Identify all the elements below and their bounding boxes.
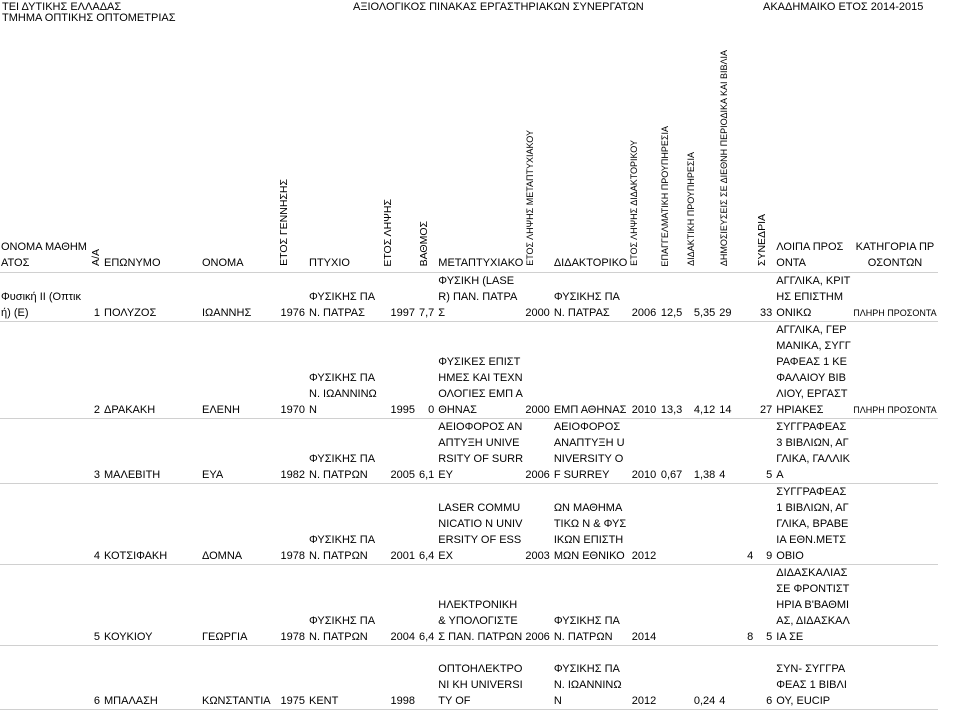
col-header-conferences: ΣΥΝΕΔΡΙΑ	[756, 214, 769, 267]
cell-grade: 6,1	[418, 419, 437, 484]
cell-degree: ΦΥΣΙΚΗΣ ΠΑΝ. ΠΑΤΡΩΝ	[308, 484, 382, 565]
col-header-phd: ΔΙΔΑΚΤΟΡΙΚΟ	[553, 257, 628, 270]
col-header-masters: ΜΕΤΑΠΤΥΧΙΑΚΟ	[438, 257, 524, 270]
cell-degree-year: 2001	[382, 484, 418, 565]
cell-aa: 1	[90, 273, 103, 322]
cell-course	[0, 322, 90, 419]
cell-professional	[659, 646, 685, 710]
cell-teaching: 1,38	[685, 419, 718, 484]
cell-publications: 8	[718, 565, 756, 646]
cell-category	[852, 484, 937, 565]
cell-phd: ΦΥΣΙΚΗΣ ΠΑΝ. ΠΑΤΡΩΝ	[553, 565, 628, 646]
cell-course	[0, 646, 90, 710]
table-row	[0, 419, 938, 484]
cell-degree-year: 2004	[382, 565, 418, 646]
cell-aa: 4	[90, 484, 103, 565]
cell-other: ΣΥΓΓΡΑΦΕΑΣ 3 ΒΙΒΛΙΩΝ, ΑΓΓΛΙΚΑ, ΓΑΛΛΙΚΑ	[775, 419, 852, 484]
evaluation-table	[0, 50, 938, 710]
cell-masters-year	[524, 646, 552, 710]
col-header-teaching: ΔΙΔΑΚΤΙΚΗ ΠΡΟΥΠΗΡΕΣΙΑ	[686, 152, 697, 267]
cell-course	[0, 419, 90, 484]
cell-phd-year: 2010	[628, 322, 659, 419]
cell-name: ΓΕΩΡΓΙΑ	[201, 565, 278, 646]
col-header-category: ΚΑΤΗΓΟΡΙΑ ΠΡΟΣΟΝΤΩΝ	[855, 241, 935, 270]
cell-name: ΚΩΝΣΤΑΝΤΙΑ	[201, 646, 278, 710]
table-row	[0, 322, 938, 419]
col-header-degree-year: ΕΤΟΣ ΛΗΨΗΣ	[382, 198, 394, 267]
cell-teaching	[685, 484, 718, 565]
cell-surname: ΚΟΥΚΙΟΥ	[103, 565, 201, 646]
cell-aa: 6	[90, 646, 103, 710]
cell-birth-year: 1976	[278, 273, 308, 322]
cell-conferences: 9	[756, 484, 775, 565]
cell-surname: ΠΟΛΥΖΟΣ	[103, 273, 201, 322]
cell-professional	[659, 565, 685, 646]
cell-course	[0, 484, 90, 565]
col-header-surname: ΕΠΩΝΥΜΟ	[104, 257, 161, 270]
table-header-row	[0, 50, 938, 273]
cell-grade	[418, 646, 437, 710]
col-header-phd-year: ΕΤΟΣ ΛΗΨΗΣ ΔΙΔΑΚΤΟΡΙΚΟΥ	[629, 140, 640, 267]
cell-phd: ΩΝ ΜΑΘΗΜΑΤΙΚΩ Ν & ΦΥΣΙΚΩΝ ΕΠΙΣΤΗΜΩΝ ΕΘΝΙΚΟ	[553, 484, 628, 565]
cell-degree: ΦΥΣΙΚΗΣ ΠΑΝ. ΠΑΤΡΑΣ	[308, 273, 382, 322]
cell-masters: ΦΥΣΙΚΕΣ ΕΠΙΣΤΗΜΕΣ ΚΑΙ ΤΕΧΝΟΛΟΓΙΕΣ ΕΜΠ ΑΘΗΝΑΣ	[437, 322, 524, 419]
col-header-masters-year: ΕΤΟΣ ΛΗΨΗΣ ΜΕΤΑΠΤΥΧΙΑΚΟΥ	[525, 130, 536, 267]
cell-masters: ΑΕΙΟΦΟΡΟΣ ΑΝΑΠΤΥΞΗ UNIVERSITY OF SURREY	[437, 419, 524, 484]
cell-course: Φυσική ΙΙ (Οπτική) (Ε)	[0, 273, 90, 322]
cell-masters: ΦΥΣΙΚΗ (LASER) ΠΑΝ. ΠΑΤΡΑΣ	[437, 273, 524, 322]
cell-phd-year: 2012	[628, 484, 659, 565]
cell-grade: 7,7	[418, 273, 437, 322]
col-header-course: ΟΝΟΜΑ ΜΑΘΗΜΑΤΟΣ	[1, 241, 87, 270]
cell-professional: 13,3	[659, 322, 685, 419]
cell-masters-year: 2000	[524, 322, 552, 419]
cell-masters-year: 2006	[524, 565, 552, 646]
cell-surname: ΔΡΑΚΑΚΗ	[103, 322, 201, 419]
cell-birth-year: 1975	[278, 646, 308, 710]
cell-professional: 12,5	[659, 273, 685, 322]
col-header-degree: ΠΤΥΧΙΟ	[309, 257, 350, 270]
col-header-publications: ΔΗΜΟΣΙΕΥΣΕΙΣ ΣΕ ΔΙΕΘΝΗ ΠΕΡΙΟΔΙΚΑ ΚΑΙ ΒΙΒΛΙΑ	[719, 50, 730, 267]
cell-degree: ΦΥΣΙΚΗΣ ΠΑΝ. ΙΩΑΝΝΙΝΩΝ	[308, 322, 382, 419]
cell-professional: 0,67	[659, 419, 685, 484]
table-row	[0, 273, 938, 322]
cell-other: ΑΓΓΛΙΚΑ, ΓΕΡΜΑΝΙΚΑ, ΣΥΓΓΡΑΦΕΑΣ 1 ΚΕΦΑΛΑΙΟΥ ΒΙΒΛΙΟΥ, ΕΡΓΑΣΤΗΡΙΑΚΕΣ	[775, 322, 852, 419]
cell-grade: 0	[418, 322, 437, 419]
cell-other: ΔΙΔΑΣΚΑΛΙΑΣ ΣΕ ΦΡΟΝΤΙΣΤΗΡΙΑ Β'ΒΑΘΜΙΑΣ, ΔΙΔΑΣΚΑΛΙΑ ΣΕ	[775, 565, 852, 646]
cell-other: ΣΥΓΓΡΑΦΕΑΣ 1 ΒΙΒΛΙΩΝ, ΑΓΓΛΙΚΑ, ΒΡΑΒΕΙΑ ΕΘΝ.ΜΕΤΣΟΒΙΟ	[775, 484, 852, 565]
cell-masters-year: 2003	[524, 484, 552, 565]
cell-publications: 4	[718, 484, 756, 565]
cell-surname: ΚΟΤΣΙΦΑΚΗ	[103, 484, 201, 565]
cell-teaching: 0,24	[685, 646, 718, 710]
cell-aa: 5	[90, 565, 103, 646]
cell-masters-year: 2006	[524, 419, 552, 484]
cell-masters-year: 2000	[524, 273, 552, 322]
col-header-professional: ΕΠΑΓΓΕΛΜΑΤΙΚΗ ΠΡΟΥΠΗΡΕΣΙΑ	[660, 125, 671, 267]
cell-conferences: 33	[756, 273, 775, 322]
cell-birth-year: 1978	[278, 565, 308, 646]
cell-phd: ΕΜΠ ΑΘΗΝΑΣ	[553, 322, 628, 419]
cell-name: ΕΛΕΝΗ	[201, 322, 278, 419]
cell-conferences: 5	[756, 565, 775, 646]
cell-publications: 4	[718, 646, 756, 710]
col-header-aa: Α/Α	[90, 249, 102, 267]
col-header-grade: ΒΑΘΜΟΣ	[418, 220, 430, 267]
table-row	[0, 565, 938, 646]
cell-publications: 29	[718, 273, 756, 322]
cell-course	[0, 565, 90, 646]
cell-publications: 14	[718, 322, 756, 419]
cell-teaching: 4,12	[685, 322, 718, 419]
cell-degree-year: 1997	[382, 273, 418, 322]
cell-birth-year: 1982	[278, 419, 308, 484]
academic-year: ΑΚΑΔΗΜΑΙΚΟ ΕΤΟΣ 2014-2015	[763, 1, 924, 13]
cell-masters: ΟΠΤΟΗΛΕΚΤΡΟΝΙ ΚΗ UNIVERSITY OF	[437, 646, 524, 710]
cell-degree: ΦΥΣΙΚΗΣ ΠΑΝ. ΠΑΤΡΩΝ	[308, 419, 382, 484]
cell-teaching: 5,35	[685, 273, 718, 322]
cell-phd-year: 2014	[628, 565, 659, 646]
col-header-name: ΟΝΟΜΑ	[202, 257, 244, 270]
cell-masters: ΗΛΕΚΤΡΟΝΙΚΗ & ΥΠΟΛΟΓΙΣΤΕΣ ΠΑΝ. ΠΑΤΡΩΝ	[437, 565, 524, 646]
cell-degree: ΦΥΣΙΚΗΣ ΠΑΝ. ΠΑΤΡΩΝ	[308, 565, 382, 646]
cell-publications: 4	[718, 419, 756, 484]
cell-name: ΙΩΑΝΝΗΣ	[201, 273, 278, 322]
cell-phd: ΦΥΣΙΚΗΣ ΠΑΝ. ΙΩΑΝΝΙΝΩΝ	[553, 646, 628, 710]
cell-category	[852, 565, 937, 646]
cell-category	[852, 646, 937, 710]
cell-grade: 6,4	[418, 484, 437, 565]
cell-other: ΣΥΝ- ΣΥΓΓΡΑΦΕΑΣ 1 ΒΙΒΛΙΟΥ, EUCIP	[775, 646, 852, 710]
cell-birth-year: 1978	[278, 484, 308, 565]
evaluation-table-wrapper	[0, 50, 938, 710]
cell-name: ΕΥΑ	[201, 419, 278, 484]
table-row	[0, 646, 938, 710]
cell-professional	[659, 484, 685, 565]
cell-aa: 2	[90, 322, 103, 419]
cell-phd: ΑΕΙΟΦΟΡΟΣ ΑΝΑΠΤΥΞΗ UNIVERSITY OF SURREY	[553, 419, 628, 484]
cell-surname: ΜΠΑΛΑΣΗ	[103, 646, 201, 710]
cell-phd-year: 2012	[628, 646, 659, 710]
cell-category	[852, 419, 937, 484]
cell-category: ΠΛΗΡΗ ΠΡΟΣΟΝΤΑ	[852, 322, 937, 419]
cell-phd-year: 2006	[628, 273, 659, 322]
cell-conferences: 6	[756, 646, 775, 710]
col-header-birth-year: ΕΤΟΣ ΓΕΝΝΗΣΗΣ	[278, 179, 290, 267]
cell-phd: ΦΥΣΙΚΗΣ ΠΑΝ. ΠΑΤΡΑΣ	[553, 273, 628, 322]
cell-surname: ΜΑΛΕΒΙΤΗ	[103, 419, 201, 484]
cell-degree-year: 2005	[382, 419, 418, 484]
cell-category: ΠΛΗΡΗ ΠΡΟΣΟΝΤΑ	[852, 273, 937, 322]
cell-other: ΑΓΓΛΙΚΑ, ΚΡΙΤΗΣ ΕΠΙΣΤΗΜΟΝΙΚΩ	[775, 273, 852, 322]
table-row	[0, 484, 938, 565]
col-header-other: ΛΟΙΠΑ ΠΡΟΣΟΝΤΑ	[776, 241, 844, 270]
cell-degree: ΚΕΝΤ	[308, 646, 382, 710]
cell-conferences: 27	[756, 322, 775, 419]
cell-birth-year: 1970	[278, 322, 308, 419]
cell-teaching	[685, 565, 718, 646]
cell-aa: 3	[90, 419, 103, 484]
cell-degree-year: 1998	[382, 646, 418, 710]
cell-grade: 6,4	[418, 565, 437, 646]
institution-name: ΤΕΙ ΔΥΤΙΚΗΣ ΕΛΛΑΔΑΣ	[2, 1, 122, 13]
document-title: ΑΞΙΟΛΟΓΙΚΟΣ ΠΙΝΑΚΑΣ ΕΡΓΑΣΤΗΡΙΑΚΩΝ ΣΥΝΕΡΓΑΤΩΝ	[353, 1, 644, 13]
cell-masters: LASER COMMUNICATIO N UNIVERSITY OF ESSEX	[437, 484, 524, 565]
department-name: ΤΜΗΜΑ ΟΠΤΙΚΗΣ ΟΠΤΟΜΕΤΡΙΑΣ	[2, 12, 176, 24]
cell-degree-year: 1995	[382, 322, 418, 419]
cell-name: ΔΟΜΝΑ	[201, 484, 278, 565]
cell-conferences: 5	[756, 419, 775, 484]
cell-phd-year: 2010	[628, 419, 659, 484]
